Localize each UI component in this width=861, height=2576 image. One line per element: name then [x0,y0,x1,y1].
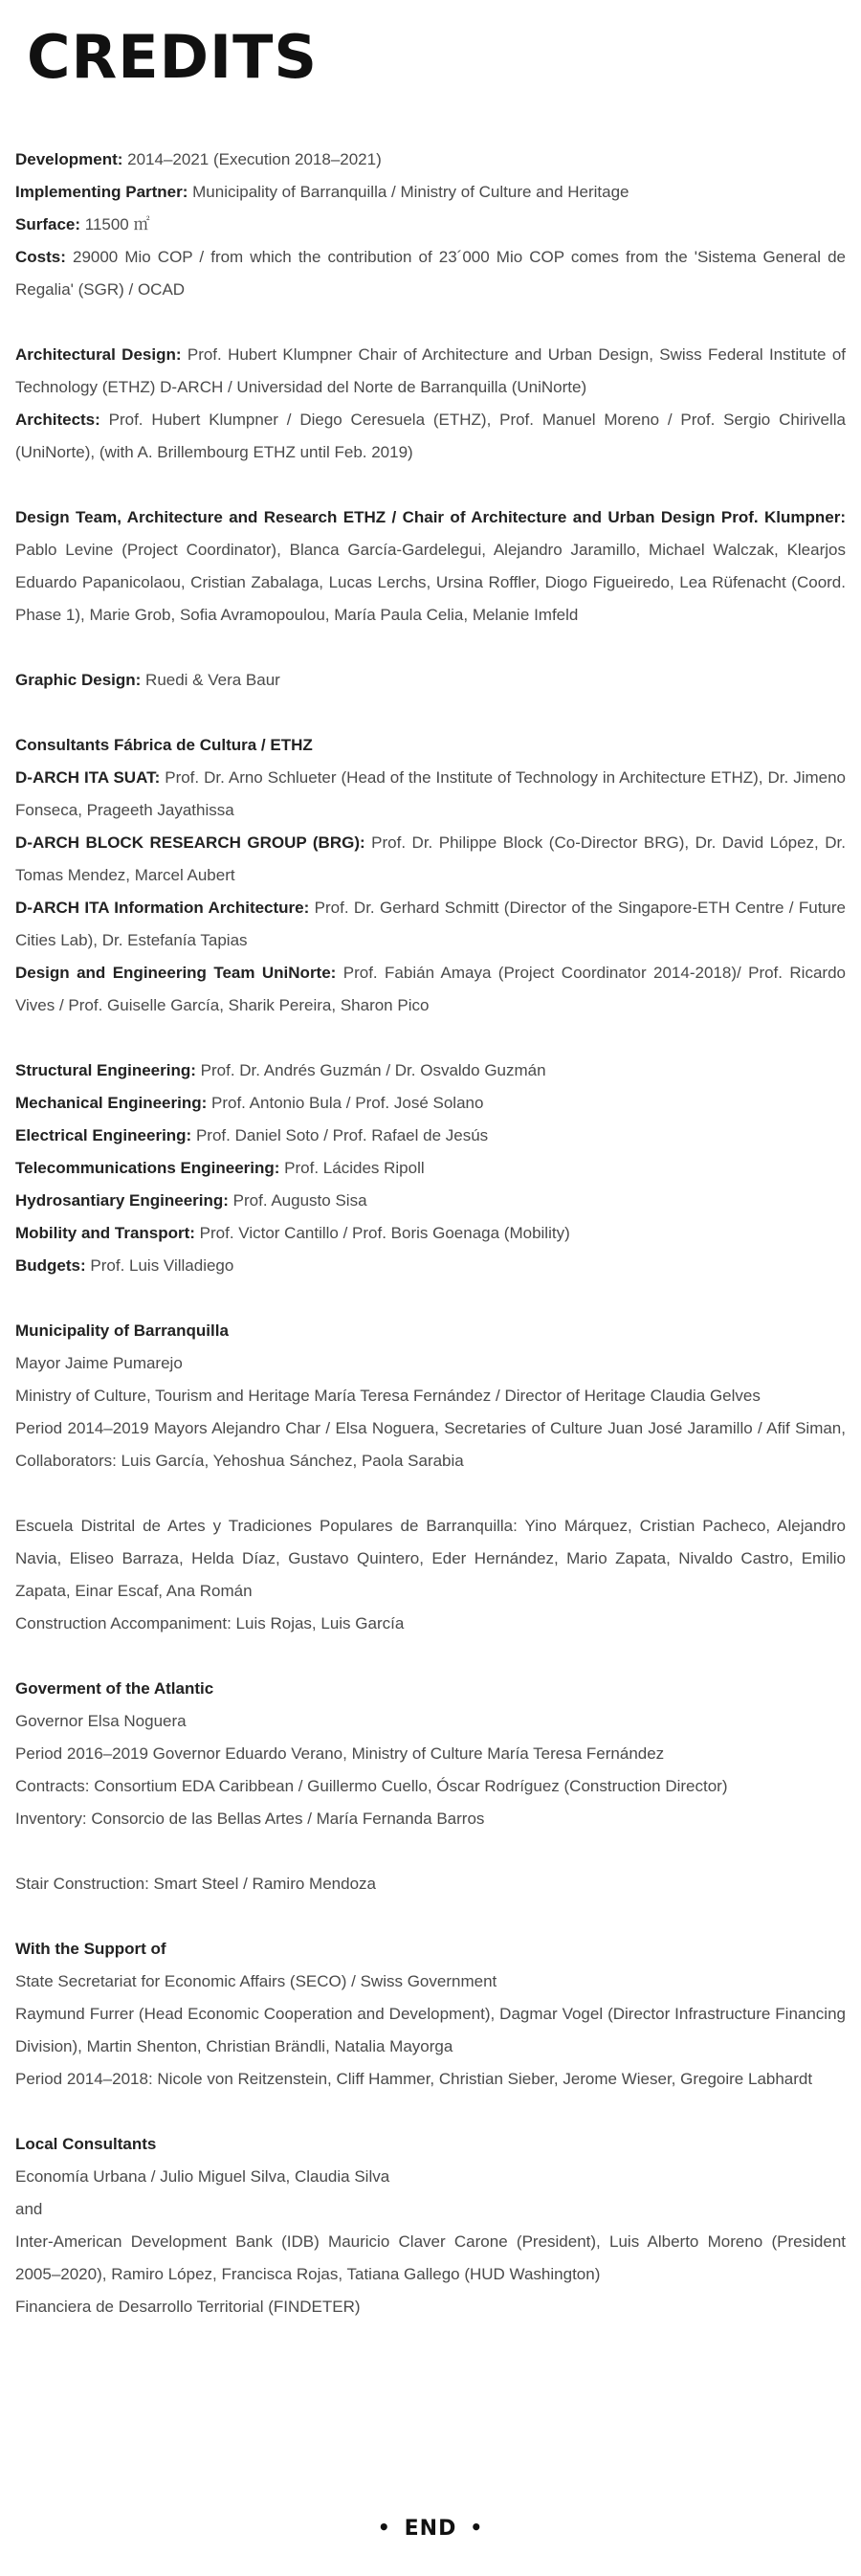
credit-names-text: Prof. Augusto Sisa [228,1191,367,1210]
credit-role-label: Structural Engineering: [15,1061,196,1079]
credit-line [15,404,846,469]
credit-section [15,729,846,1022]
page-title: CREDITS [27,22,319,92]
credit-names-text: Prof. Fabián Amaya (Project Coordinator 2014-2018)/ Prof. Ricardo Vives / Prof. Guiselle García, Sharik Pereira, Sharon Pico [15,964,846,1014]
credit-line [15,1868,846,1900]
credit-section [15,501,846,632]
credit-line [15,2161,846,2193]
credit-names-text: Raymund Furrer (Head Economic Cooperation and Development), Dagmar Vogel (Director Infrastructure Financing Division), Martin Shenton, Christian Brändli, Natalia Mayorga [15,2005,846,2055]
credit-role-label: D-ARCH ITA Information Architecture: [15,899,310,917]
credit-names-text: Inventory: Consorcio de las Bellas Artes / María Fernanda Barros [15,1810,485,1828]
credit-section [15,1055,846,1282]
credit-names-text: Prof. Dr. Gerhard Schmitt (Director of the Singapore-ETH Centre / Future Cities Lab), Dr. Estefanía Tapias [15,899,846,949]
credit-section [15,1673,846,1835]
credit-names-text: Period 2014–2018: Nicole von Reitzenstein, Cliff Hammer, Christian Sieber, Jerome Wieser, Gregoire Labhardt [15,2070,813,2088]
credit-section [15,1933,846,2096]
credit-line [15,1250,846,1282]
credit-names-text: Prof. Daniel Soto / Prof. Rafael de Jesús [191,1126,489,1144]
credit-role-label: Surface: [15,215,81,233]
credit-names-text: Economía Urbana / Julio Miguel Silva, Claudia Silva [15,2167,390,2186]
credit-line [15,1055,846,1087]
credit-line [15,827,846,892]
credit-role-label: Consultants Fábrica de Cultura / ETHZ [15,736,313,754]
credit-line [15,1673,846,1705]
credit-line [15,1803,846,1835]
credit-line [15,1998,846,2063]
credit-role-label: Mechanical Engineering: [15,1094,208,1112]
credit-section [15,1868,846,1900]
credit-names-text: Stair Construction: Smart Steel / Ramiro Mendoza [15,1875,376,1893]
credit-section [15,2128,846,2323]
credit-line [15,729,846,762]
credit-line [15,176,846,209]
credit-line [15,2193,846,2226]
credit-line [15,1152,846,1185]
credit-line [15,2226,846,2291]
credit-names-text: State Secretariat for Economic Affairs (SECO) / Swiss Government [15,1972,497,1990]
credit-names-text: Municipality of Barranquilla / Ministry of Culture and Heritage [188,183,629,201]
credit-role-label: Design and Engineering Team UniNorte: [15,964,337,982]
credit-line [15,2291,846,2323]
credit-line [15,144,846,176]
bullet-dot-right: • [470,2516,484,2539]
credit-names-text: 11500 ㎡ [80,215,150,233]
credit-names-text: Contracts: Consortium EDA Caribbean / Guillermo Cuello, Óscar Rodríguez (Construction Director) [15,1777,728,1795]
credit-names-text: Prof. Dr. Arno Schlueter (Head of the Institute of Technology in Architecture ETHZ), Dr. Jimeno Fonseca, Prageeth Jayathissa [15,768,846,819]
credit-line [15,209,846,241]
credit-line [15,1347,846,1380]
credit-names-text: Prof. Dr. Philippe Block (Co-Director BRG), Dr. David López, Dr. Tomas Mendez, Marcel Aubert [15,833,846,884]
credit-section [15,339,846,469]
credit-names-text: Prof. Victor Cantillo / Prof. Boris Goenaga (Mobility) [194,1224,570,1242]
credit-line [15,1738,846,1770]
credit-role-label: Graphic Design: [15,671,142,689]
credit-line [15,1412,846,1477]
credit-names-text: Prof. Dr. Andrés Guzmán / Dr. Osvaldo Guzmán [195,1061,546,1079]
credit-role-label: D-ARCH BLOCK RESEARCH GROUP (BRG): [15,833,365,852]
credit-section [15,664,846,697]
credit-role-label: Costs: [15,248,66,266]
credit-line [15,1217,846,1250]
credits-list [15,144,846,2323]
credit-line [15,241,846,306]
credit-role-label: Telecommunications Engineering: [15,1159,280,1177]
credit-role-label: D-ARCH ITA SUAT: [15,768,161,787]
end-marker [0,2517,861,2541]
credit-line [15,1705,846,1738]
credit-line [15,892,846,957]
credit-names-text: 2014–2021 (Execution 2018–2021) [122,150,382,168]
credit-role-label: Electrical Engineering: [15,1126,192,1144]
credit-role-label: Design Team, Architecture and Research ETHZ / Chair of Architecture and Urban Design Prof. Klumpner: [15,508,846,526]
credit-names-text: Period 2016–2019 Governor Eduardo Verano, Ministry of Culture María Teresa Fernández [15,1744,665,1763]
credit-names-text: Period 2014–2019 Mayors Alejandro Char / Elsa Noguera, Secretaries of Culture Juan José Jaramillo / Afif Siman, Collaborators: Luis García, Yehoshua Sánchez, Paola Sarabia [15,1419,846,1470]
credit-names-text: Pablo Levine (Project Coordinator), Blanca García-Gardelegui, Alejandro Jaramillo, Michael Walczak, Klearjos Eduardo Papanicolaou, Cristian Zabalaga, Lucas Lerchs, Ursina Roffler, Diogo Figueiredo, Lea Rüfenacht (Coord. Phase 1), Marie Grob, Sofia Avramopoulou, María Paula Celia, Melanie Imfeld [15,541,846,624]
credit-names-text: and [15,2200,43,2218]
credit-role-label: Development: [15,150,123,168]
end-label: END [404,2517,457,2541]
credit-names-text: Ruedi & Vera Baur [141,671,280,689]
credit-names-text: Financiera de Desarrollo Territorial (FINDETER) [15,2298,361,2316]
credit-line [15,339,846,404]
credit-role-label: Goverment of the Atlantic [15,1679,214,1698]
credit-names-text: Inter-American Development Bank (IDB) Mauricio Claver Carone (President), Luis Alberto Moreno (President 2005–2020), Ramiro López, Francisca Rojas, Tatiana Gallego (HUD Washington) [15,2232,846,2283]
credit-role-label: Budgets: [15,1256,86,1275]
credit-line [15,1965,846,1998]
credit-line [15,1933,846,1965]
credit-line [15,957,846,1022]
credit-role-label: With the Support of [15,1940,166,1958]
credit-names-text: Prof. Hubert Klumpner / Diego Ceresuela (ETHZ), Prof. Manuel Moreno / Prof. Sergio Chirivella (UniNorte), (with A. Brillembourg ETHZ until Feb. 2019) [15,411,846,461]
credit-role-label: Implementing Partner: [15,183,188,201]
credit-names-text: Prof. Lácides Ripoll [279,1159,425,1177]
credit-names-text: Governor Elsa Noguera [15,1712,187,1730]
credit-names-text: Construction Accompaniment: Luis Rojas, Luis García [15,1614,405,1632]
bullet-dot-left: • [377,2516,391,2539]
credit-names-text: Ministry of Culture, Tourism and Heritage María Teresa Fernández / Director of Heritage Claudia Gelves [15,1387,761,1405]
credit-line [15,1510,846,1608]
credit-role-label: Architectural Design: [15,345,182,364]
credit-line [15,1185,846,1217]
credit-role-label: Hydrosantiary Engineering: [15,1191,229,1210]
credit-names-text: 29000 Mio COP / from which the contribution of 23´000 Mio COP comes from the 'Sistema General de Regalia' (SGR) / OCAD [15,248,846,299]
credit-role-label: Mobility and Transport: [15,1224,195,1242]
credit-section [15,1315,846,1477]
credit-line [15,2063,846,2096]
credit-names-text: Prof. Hubert Klumpner Chair of Architecture and Urban Design, Swiss Federal Institute of Technology (ETHZ) D-ARCH / Universidad del Norte de Barranquilla (UniNorte) [15,345,846,396]
credit-names-text: Prof. Luis Villadiego [85,1256,234,1275]
credit-role-label: Local Consultants [15,2135,157,2153]
credit-section [15,1510,846,1640]
credit-role-label: Municipality of Barranquilla [15,1321,229,1340]
credit-line [15,501,846,632]
credit-names-text: Mayor Jaime Pumarejo [15,1354,183,1372]
credit-line [15,762,846,827]
credit-line [15,664,846,697]
credit-line [15,1087,846,1120]
credit-names-text: Prof. Antonio Bula / Prof. José Solano [207,1094,484,1112]
credit-line [15,1608,846,1640]
credit-line [15,1770,846,1803]
credit-section [15,144,846,306]
credit-line [15,1380,846,1412]
credit-line [15,1120,846,1152]
credit-line [15,2128,846,2161]
credit-names-text: Escuela Distrital de Artes y Tradiciones Populares de Barranquilla: Yino Márquez, Cristian Pacheco, Alejandro Navia, Eliseo Barraza, Helda Díaz, Gustavo Quintero, Eder Hernández, Mario Zapata, Nivaldo Castro, Emilio Zapata, Einar Escaf, Ana Román [15,1517,846,1600]
credit-role-label: Architects: [15,411,100,429]
credit-line [15,1315,846,1347]
